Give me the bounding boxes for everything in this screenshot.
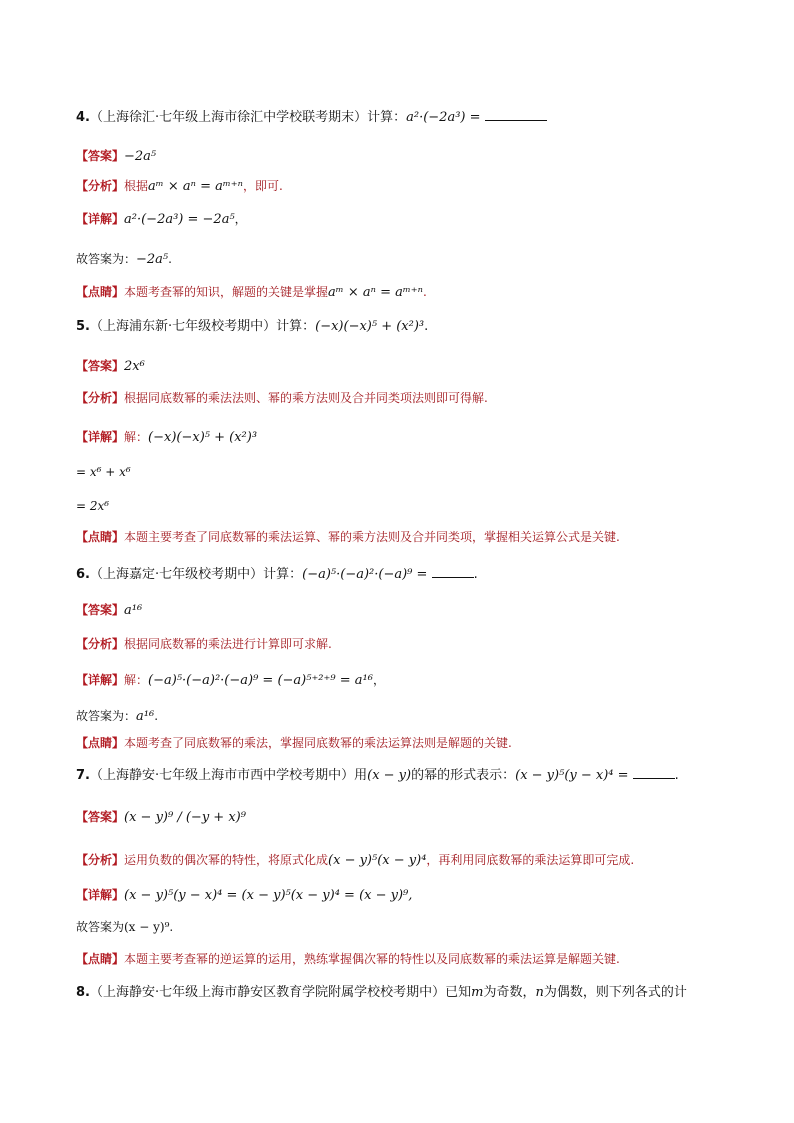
comment-tag: 【点睛】: [76, 530, 125, 544]
q7-comment: [76, 950, 734, 969]
question-punct: .: [424, 319, 429, 334]
analysis-text-end: ，即可.: [242, 179, 283, 193]
comment-text: 本题主要考查幂的逆运算的运用，熟练掌握偶次幂的特性以及同底数幂的乘法运算是解题关键.: [124, 952, 620, 966]
question-number: 8.: [76, 985, 90, 1000]
conclusion-text: 故答案为：: [76, 709, 137, 723]
q6-conclusion: [76, 707, 734, 726]
analysis-text: 根据同底数幂的乘法进行计算即可求解.: [124, 637, 332, 651]
analysis-text-end: ，再利用同底数幂的乘法运算即可完成.: [426, 853, 635, 867]
answer-tag: 【答案】: [76, 149, 125, 163]
q5-comment: [76, 528, 734, 547]
answer-tag: 【答案】: [76, 810, 125, 824]
q7-analysis: [76, 851, 734, 870]
detail-prefix: 解：: [124, 673, 149, 687]
analysis-tag: 【分析】: [76, 637, 125, 651]
question-number: 4.: [76, 110, 90, 125]
analysis-text: 运用负数的偶次幂的特性，将原式化成: [124, 853, 329, 867]
comment-punct: .: [422, 285, 427, 299]
comment-tag: 【点睛】: [76, 736, 125, 750]
detail-tag: 【详解】: [76, 212, 125, 226]
analysis-tag: 【分析】: [76, 853, 125, 867]
question-source: （上海浦东新·七年级校考期中）计算：: [89, 319, 316, 334]
comment-text: 本题考查幂的知识，解题的关键是掌握: [124, 285, 329, 299]
question-punct: .: [473, 567, 478, 582]
q7-answer: [76, 808, 734, 827]
q5-detail: [76, 428, 734, 447]
comment-tag: 【点睛】: [76, 952, 125, 966]
question-source: （上海静安·七年级上海市静安区教育学院附属学校校考期中）已知: [89, 985, 472, 1000]
detail-punct: ，: [372, 673, 385, 687]
question-number: 7.: [76, 768, 90, 783]
analysis-text: 根据同底数幂的乘法法则、幂的乘方法则及合并同类项法则即可得解.: [124, 391, 488, 405]
detail-prefix: 解：: [124, 430, 149, 444]
detail-expression: (x − y)⁵(y − x)⁴ = (x − y)⁵(x − y)⁴ = (x − y)⁹,: [124, 888, 413, 903]
answer-value: 2x⁶: [124, 359, 145, 374]
detail-expression: a²·(−2a³) = −2a⁵: [124, 212, 235, 227]
question-source: （上海静安·七年级上海市市西中学校考期中）用: [89, 768, 368, 783]
q6-analysis: [76, 635, 734, 654]
question-source: （上海嘉定·七年级校考期中）计算：: [89, 567, 303, 582]
question-expression: (x − y)⁵(y − x)⁴ =: [515, 768, 629, 783]
question-expression: (−a)⁵·(−a)²·(−a)⁹ =: [302, 567, 428, 582]
q4-detail: [76, 210, 734, 229]
answer-value: −2a⁵: [124, 149, 157, 164]
analysis-expression: (x − y)⁵(x − y)⁴: [328, 853, 427, 868]
question-expression: a²·(−2a³) =: [406, 110, 481, 125]
q5-step-1: = x⁶ + x⁶: [76, 465, 131, 479]
question-number: 6.: [76, 567, 90, 582]
answer-blank: [633, 766, 675, 779]
answer-blank: [485, 108, 547, 121]
question-source-end: 的幂的形式表示：: [411, 768, 516, 783]
answer-value: a¹⁶: [124, 603, 143, 618]
question-8: [76, 984, 734, 1002]
answer-tag: 【答案】: [76, 359, 125, 373]
q4-analysis: [76, 177, 734, 196]
analysis-formula: aᵐ × aⁿ = aᵐ⁺ⁿ: [148, 179, 243, 194]
analysis-tag: 【分析】: [76, 179, 125, 193]
variable-m: m: [471, 985, 484, 1000]
comment-tag: 【点睛】: [76, 285, 125, 299]
question-number: 5.: [76, 319, 90, 334]
question-4: [76, 108, 734, 127]
question-text-end: 为偶数，则下列各式的计: [543, 985, 687, 1000]
q4-comment: [76, 283, 734, 302]
question-punct: .: [674, 768, 679, 783]
q5-step-2: = 2x⁶: [76, 499, 110, 513]
q6-answer: [76, 601, 734, 620]
conclusion-value: a¹⁶: [136, 709, 155, 724]
q7-detail: [76, 886, 734, 905]
detail-expression: (−a)⁵·(−a)²·(−a)⁹ = (−a)⁵⁺²⁺⁹ = a¹⁶: [148, 673, 373, 688]
q6-detail: [76, 671, 734, 690]
answer-tag: 【答案】: [76, 603, 125, 617]
analysis-tag: 【分析】: [76, 391, 125, 405]
comment-text: 本题考查了同底数幂的乘法，掌握同底数幂的乘法运算法则是解题的关键.: [124, 736, 512, 750]
detail-tag: 【详解】: [76, 888, 125, 902]
question-base-expression: (x − y): [367, 768, 412, 783]
q5-analysis: [76, 389, 734, 408]
analysis-text: 根据: [124, 179, 149, 193]
conclusion-punct: .: [154, 709, 159, 723]
comment-formula: aᵐ × aⁿ = aᵐ⁺ⁿ: [328, 285, 423, 300]
comment-text: 本题主要考查了同底数幂的乘法运算、幂的乘方法则及合并同类项，掌握相关运算公式是关键.: [124, 530, 620, 544]
question-6: [76, 565, 734, 584]
answer-blank: [432, 565, 474, 578]
q7-conclusion: 故答案为(x − y)⁹.: [76, 920, 174, 934]
question-5: [76, 318, 734, 336]
conclusion-text: 故答案为：: [76, 252, 137, 266]
conclusion-value: −2a⁵: [136, 252, 169, 267]
detail-punct: ，: [234, 212, 247, 226]
q4-conclusion: [76, 250, 734, 269]
question-source: （上海徐汇·七年级上海市徐汇中学校联考期末）计算：: [89, 110, 407, 125]
detail-tag: 【详解】: [76, 430, 125, 444]
q4-answer: [76, 147, 734, 166]
question-7: [76, 766, 734, 785]
detail-expression: (−x)(−x)⁵ + (x²)³: [148, 430, 258, 445]
question-expression: (−x)(−x)⁵ + (x²)³: [315, 319, 425, 334]
question-text: 为奇数，: [483, 985, 536, 1000]
q6-comment: [76, 734, 734, 753]
answer-value: (x − y)⁹ / (−y + x)⁹: [124, 810, 246, 825]
variable-n: n: [535, 985, 544, 1000]
q5-answer: [76, 357, 734, 376]
detail-tag: 【详解】: [76, 673, 125, 687]
conclusion-punct: .: [168, 252, 172, 266]
